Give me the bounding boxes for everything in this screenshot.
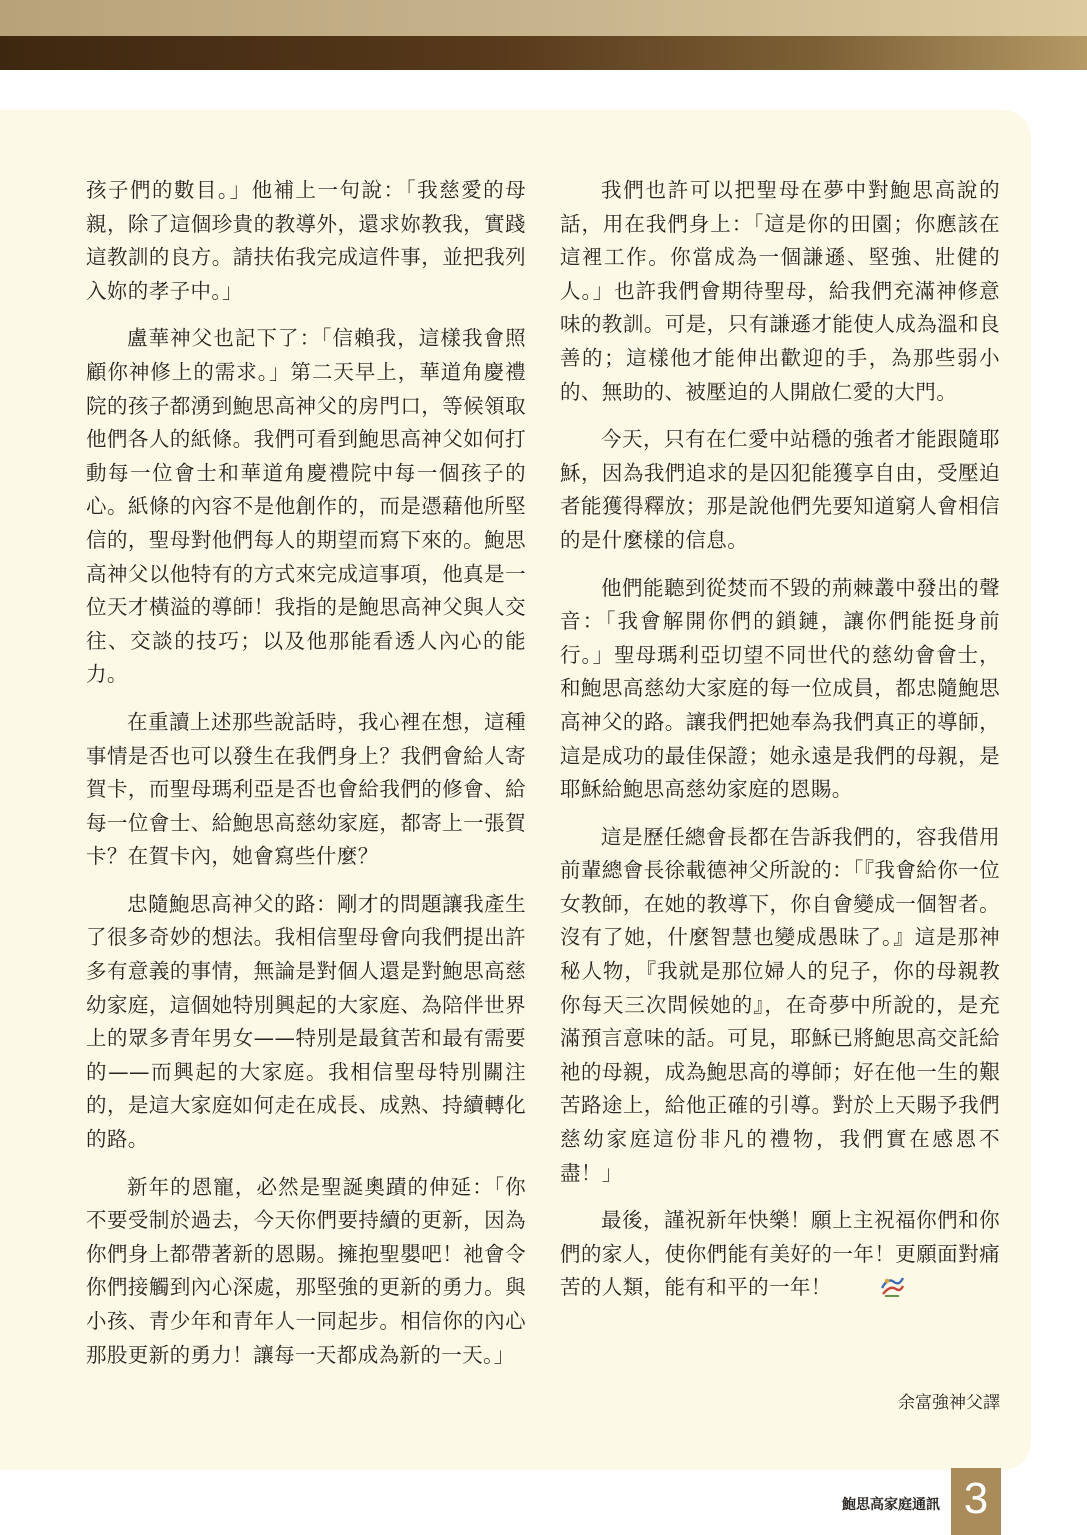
left-paragraph-3: 在重讀上述那些說話時，我心裡在想，這種事情是否也可以發生在我們身上？我們會給人寄賀卡，而聖母瑪利亞是否也會給我們的修會、給每一位會士、給鮑思高慈幼家庭，都寄上一張賀卡？在賀卡內，她會寫些什麼？ xyxy=(86,709,526,869)
right-paragraph-4: 這是歷任總會長都在告訴我們的，容我借用前輩總會長徐載德神父所說的：「『我會給你一位女教師，在她的教導下，你自會變成一個智者。沒有了她，什麼智慧也變成愚昧了。』這是那神秘人物，『我就是那位婦人的兒子，你的母親教你每天三次問候她的』，在奇夢中所說的，是充滿預言意味的話。可見，耶穌已將鮑思高交託給祂的母親，成為鮑思高的導師；好在他一生的艱苦路途上，給他正確的引導。對於上天賜予我們慈幼家庭這份非凡的禮物，我們實在感恩不盡！」 xyxy=(560,824,1000,1185)
page-number: 3 xyxy=(951,1468,1001,1535)
right-paragraph-2: 今天，只有在仁愛中站穩的強者才能跟隨耶穌，因為我們追求的是囚犯能獲享自由，受壓迫者能獲得釋放；那是說他們先要知道窮人會相信的是什麼樣的信息。 xyxy=(560,427,1000,552)
left-paragraph-5: 新年的恩寵，必然是聖誕奧蹟的伸延：「你不要受制於過去，今天你們要持續的更新，因為你們身上都帶著新的恩賜。擁抱聖嬰吧！祂會令你們接觸到內心深處，那堅強的更新的勇力。與小孩、青少年和青年人一同起步。相信你的內心那股更新的勇力！讓每一天都成為新的一天。」 xyxy=(86,1174,526,1367)
salesian-logo-icon xyxy=(838,1274,864,1298)
newsletter-name: 鮑思高家庭通訊 xyxy=(842,1497,940,1513)
right-column xyxy=(560,174,1000,1319)
translator-signature: 余富強神父譯 xyxy=(898,1393,1000,1413)
left-column xyxy=(86,174,526,1386)
right-paragraph-3: 他們能聽到從焚而不毀的荊棘叢中發出的聲音：「我會解開你們的鎖鏈，讓你們能挺身前行。」聖母瑪利亞切望不同世代的慈幼會會士，和鮑思高慈幼大家庭的每一位成員，都忠隨鮑思高神父的路。讓我們把她奉為我們真正的導師，這是成功的最佳保證；她永遠是我們的母親，是耶穌給鮑思高慈幼家庭的恩賜。 xyxy=(560,575,1000,802)
closing-text: 最後，謹祝新年快樂！願上主祝福你們和你們的家人，使你們能有美好的一年！更願面對痛苦的人類，能有和平的一年！ xyxy=(560,1208,1000,1300)
header-band-dark xyxy=(0,36,1087,70)
left-paragraph-4: 忠隨鮑思高神父的路：剛才的問題讓我產生了很多奇妙的想法。我相信聖母會向我們提出許多有意義的事情，無論是對個人還是對鮑思高慈幼家庭，這個她特別興起的大家庭、為陪伴世界上的眾多青年男女——特別是最貧苦和最有需要的——而興起的大家庭。我相信聖母特別關注的，是這大家庭如何走在成長、成熟、持續轉化的路。 xyxy=(86,891,526,1152)
left-paragraph-2: 盧華神父也記下了：「信賴我，這樣我會照顧你神修上的需求。」第二天早上，華道角慶禮院的孩子都湧到鮑思高神父的房門口，等候領取他們各人的紙條。我們可看到鮑思高神父如何打動每一位會士和華道角慶禮院中每一個孩子的心。紙條的內容不是他創作的，而是憑藉他所堅信的，聖母對他們每人的期望而寫下來的。鮑思高神父以他特有的方式來完成這事項，他真是一位天才橫溢的導師！我指的是鮑思高神父與人交往、交談的技巧；以及他那能看透人內心的能力。 xyxy=(86,326,526,687)
header-band-light xyxy=(0,0,1087,36)
left-paragraph-1: 孩子們的數目。」他補上一句說：「我慈愛的母親，除了這個珍貴的教導外，還求妳教我，實踐這教訓的良方。請扶佑我完成這件事，並把我列入妳的孝子中。」 xyxy=(86,178,526,303)
right-paragraph-5 xyxy=(560,1204,1000,1305)
right-paragraph-1: 我們也許可以把聖母在夢中對鮑思高說的話，用在我們身上：「這是你的田園；你應該在這裡工作。你當成為一個謙遜、堅強、壯健的人。」也許我們會期待聖母，給我們充滿神修意味的教訓。可是，只有謙遜才能使人成為溫和良善的；這樣他才能伸出歡迎的手，為那些弱小的、無助的、被壓迫的人開啟仁愛的大門。 xyxy=(560,178,1000,404)
